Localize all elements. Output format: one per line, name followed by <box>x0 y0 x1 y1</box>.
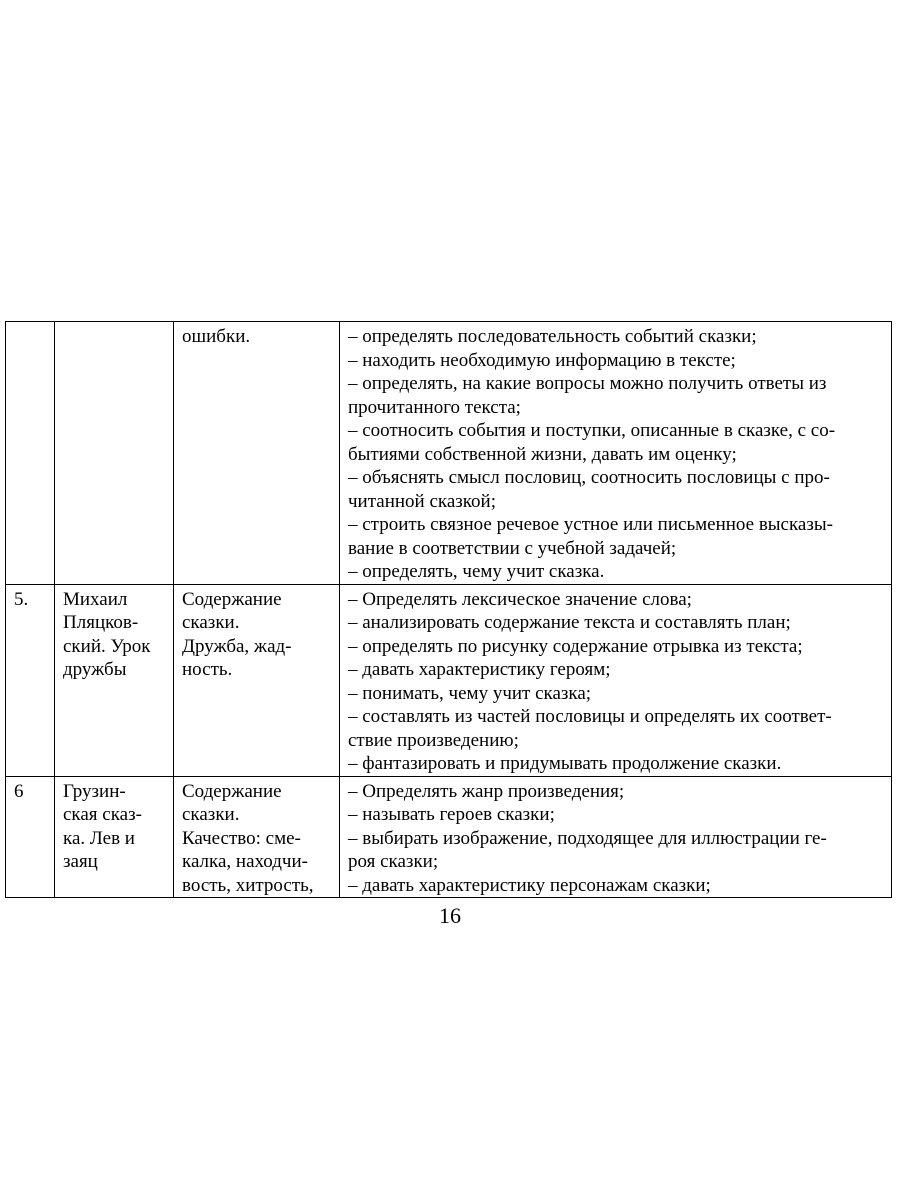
cell-topic <box>55 776 174 898</box>
skill-line: – объяснять смысл пословиц, соотносить пословицы с про- <box>348 467 830 488</box>
topic-line: заяц <box>63 851 98 872</box>
skill-line: – определять последовательность событий сказки; <box>348 326 757 347</box>
topic-line: Пляцков- <box>63 612 139 633</box>
table-row <box>6 776 892 898</box>
content-line: Качество: сме- <box>182 827 301 849</box>
content-line: Содержание <box>182 780 282 802</box>
cell-content <box>174 776 340 898</box>
content-line: калка, находчи- <box>182 851 308 872</box>
topic-line: дружбы <box>63 659 127 680</box>
skill-line: – фантазировать и придумывать продолжение сказки. <box>348 753 782 774</box>
skill-line: – давать характеристику персонажам сказки; <box>348 874 711 896</box>
content-line: ность. <box>182 659 233 680</box>
topic-line: ский. Урок <box>63 635 151 657</box>
skill-line: – понимать, чему учит сказка; <box>348 682 592 704</box>
skill-line: – составлять из частей пословицы и определять их соответ- <box>348 706 832 727</box>
row-number: 6 <box>14 780 24 802</box>
skill-line: – определять по рисунку содержание отрывка из текста; <box>348 635 803 657</box>
cell-number <box>6 776 55 898</box>
content-line: ошибки. <box>182 326 251 347</box>
content-line: вость, хитрость, <box>182 874 314 896</box>
content-line: сказки. <box>182 612 240 633</box>
skill-line: прочитанного текста; <box>348 396 521 418</box>
skill-line: – выбирать изображение, подходящее для иллюстрации ге- <box>348 827 827 849</box>
cell-skills <box>340 584 892 776</box>
skill-line: читанной сказкой; <box>348 490 496 512</box>
cell-topic <box>55 322 174 585</box>
topic-line: Михаил <box>63 588 128 610</box>
skill-line: – Определять жанр произведения; <box>348 780 625 802</box>
skill-line: вание в соответствии с учебной задачей; <box>348 537 677 559</box>
table-row <box>6 322 892 585</box>
content-line: Дружба, жад- <box>182 635 292 657</box>
skill-line: – определять, на какие вопросы можно получить ответы из <box>348 373 827 394</box>
skill-line: – называть героев сказки; <box>348 804 555 825</box>
topic-line: ская сказ- <box>63 804 142 825</box>
skill-line: – строить связное речевое устное или письменное высказы- <box>348 514 833 535</box>
cell-content <box>174 584 340 776</box>
cell-topic <box>55 584 174 776</box>
skill-line: – находить необходимую информацию в тексте; <box>348 349 736 371</box>
topic-line: Грузин- <box>63 780 126 802</box>
cell-skills <box>340 776 892 898</box>
cell-number <box>6 584 55 776</box>
skill-line: – соотносить события и поступки, описанные в сказке, с со- <box>348 420 836 441</box>
page-number: 16 <box>439 903 461 928</box>
curriculum-table <box>5 321 892 898</box>
row-number: 5. <box>14 588 29 610</box>
content-line: сказки. <box>182 804 240 825</box>
topic-line: ка. Лев и <box>63 827 135 849</box>
cell-number <box>6 322 55 585</box>
skill-line: бытиями собственной жизни, давать им оценку; <box>348 443 737 465</box>
skill-line: роя сказки; <box>348 851 439 872</box>
skill-line: – давать характеристику героям; <box>348 659 611 680</box>
skill-line: ствие произведению; <box>348 729 519 751</box>
cell-content <box>174 322 340 585</box>
cell-skills <box>340 322 892 585</box>
skill-line: – определять, чему учит сказка. <box>348 561 605 582</box>
skill-line: – Определять лексическое значение слова; <box>348 588 692 610</box>
content-line: Содержание <box>182 588 282 610</box>
skill-line: – анализировать содержание текста и составлять план; <box>348 612 791 633</box>
table-row <box>6 584 892 776</box>
